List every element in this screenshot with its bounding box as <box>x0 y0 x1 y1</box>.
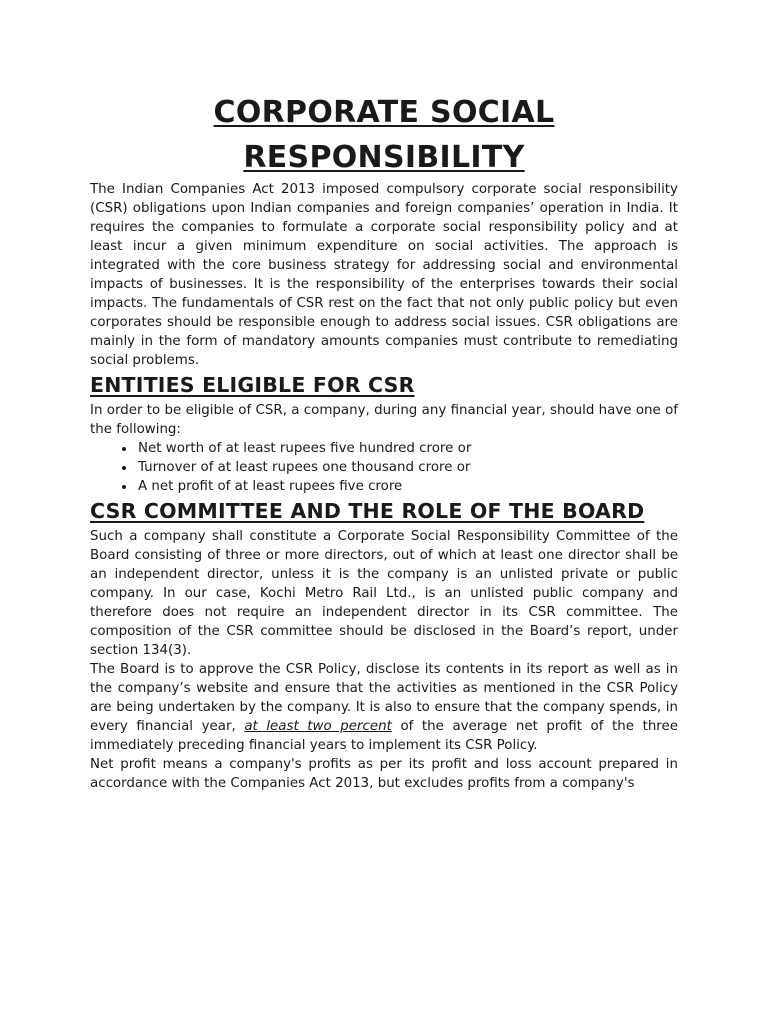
intro-paragraph: The Indian Companies Act 2013 imposed compulsory corporate social responsibility (CSR) obligations upon Indian companies and foreign companies’ operation in India. It requires the companies to formulate a corporate social responsibility policy and at least incur a given minimum expenditure on social activities. The approach is integrated with the core business strategy for addressing social and environmental impacts of businesses. It is the responsibility of the enterprises towards their social impacts. The fundamentals of CSR rest on the fact that not only public policy but even corporates should be responsible enough to address social issues. CSR obligations are mainly in the form of mandatory amounts companies must contribute to remediating social problems. <box>90 182 678 368</box>
list-item: • Net worth of at least rupees five hundred crore or <box>136 439 678 458</box>
eligibility-paragraph: In order to be eligible of CSR, a company, during any financial year, should have one of the following: <box>90 403 678 437</box>
list-item: • A net profit of at least rupees five crore <box>136 477 678 496</box>
eligibility-list <box>90 439 678 496</box>
heading-csr-committee: CSR COMMITTEE AND THE ROLE OF THE BOARD <box>90 499 645 523</box>
board-paragraph-start: The Board is to approve the CSR Policy, disclose its contents in its report as well as in the company’s website and ensure that the activities as mentioned in the CSR Policy are being undertaken by the company. It is also to ensure that the company spends, in every financial year, <box>90 662 678 734</box>
committee-paragraph: Such a company shall constitute a Corporate Social Responsibility Committee of the Board consisting of three or more directors, out of which at least one director shall be an independent director, unless it is the company is an unlisted private or public company. In our case, Kochi Metro Rail Ltd., is an unlisted public company and therefore does not require an independent director in its CSR committee. The composition of the CSR committee should be disclosed in the Board’s report, under section 134(3). <box>90 529 678 658</box>
document-content <box>90 90 678 793</box>
heading-entities-eligible: ENTITIES ELIGIBLE FOR CSR <box>90 373 415 397</box>
document-title: CORPORATE SOCIAL RESPONSIBILITY <box>213 95 555 175</box>
board-paragraph <box>90 660 678 755</box>
board-paragraph-end: of the average net profit of the three immediately preceding financial years to implement its CSR Policy. <box>90 719 678 753</box>
net-profit-paragraph: Net profit means a company's profits as per its profit and loss account prepared in accordance with the Companies Act 2013, but excludes profits from a company's <box>90 757 678 791</box>
emphasis-two-percent: at least two percent <box>244 719 392 734</box>
list-item: • Turnover of at least rupees one thousand crore or <box>136 458 678 477</box>
